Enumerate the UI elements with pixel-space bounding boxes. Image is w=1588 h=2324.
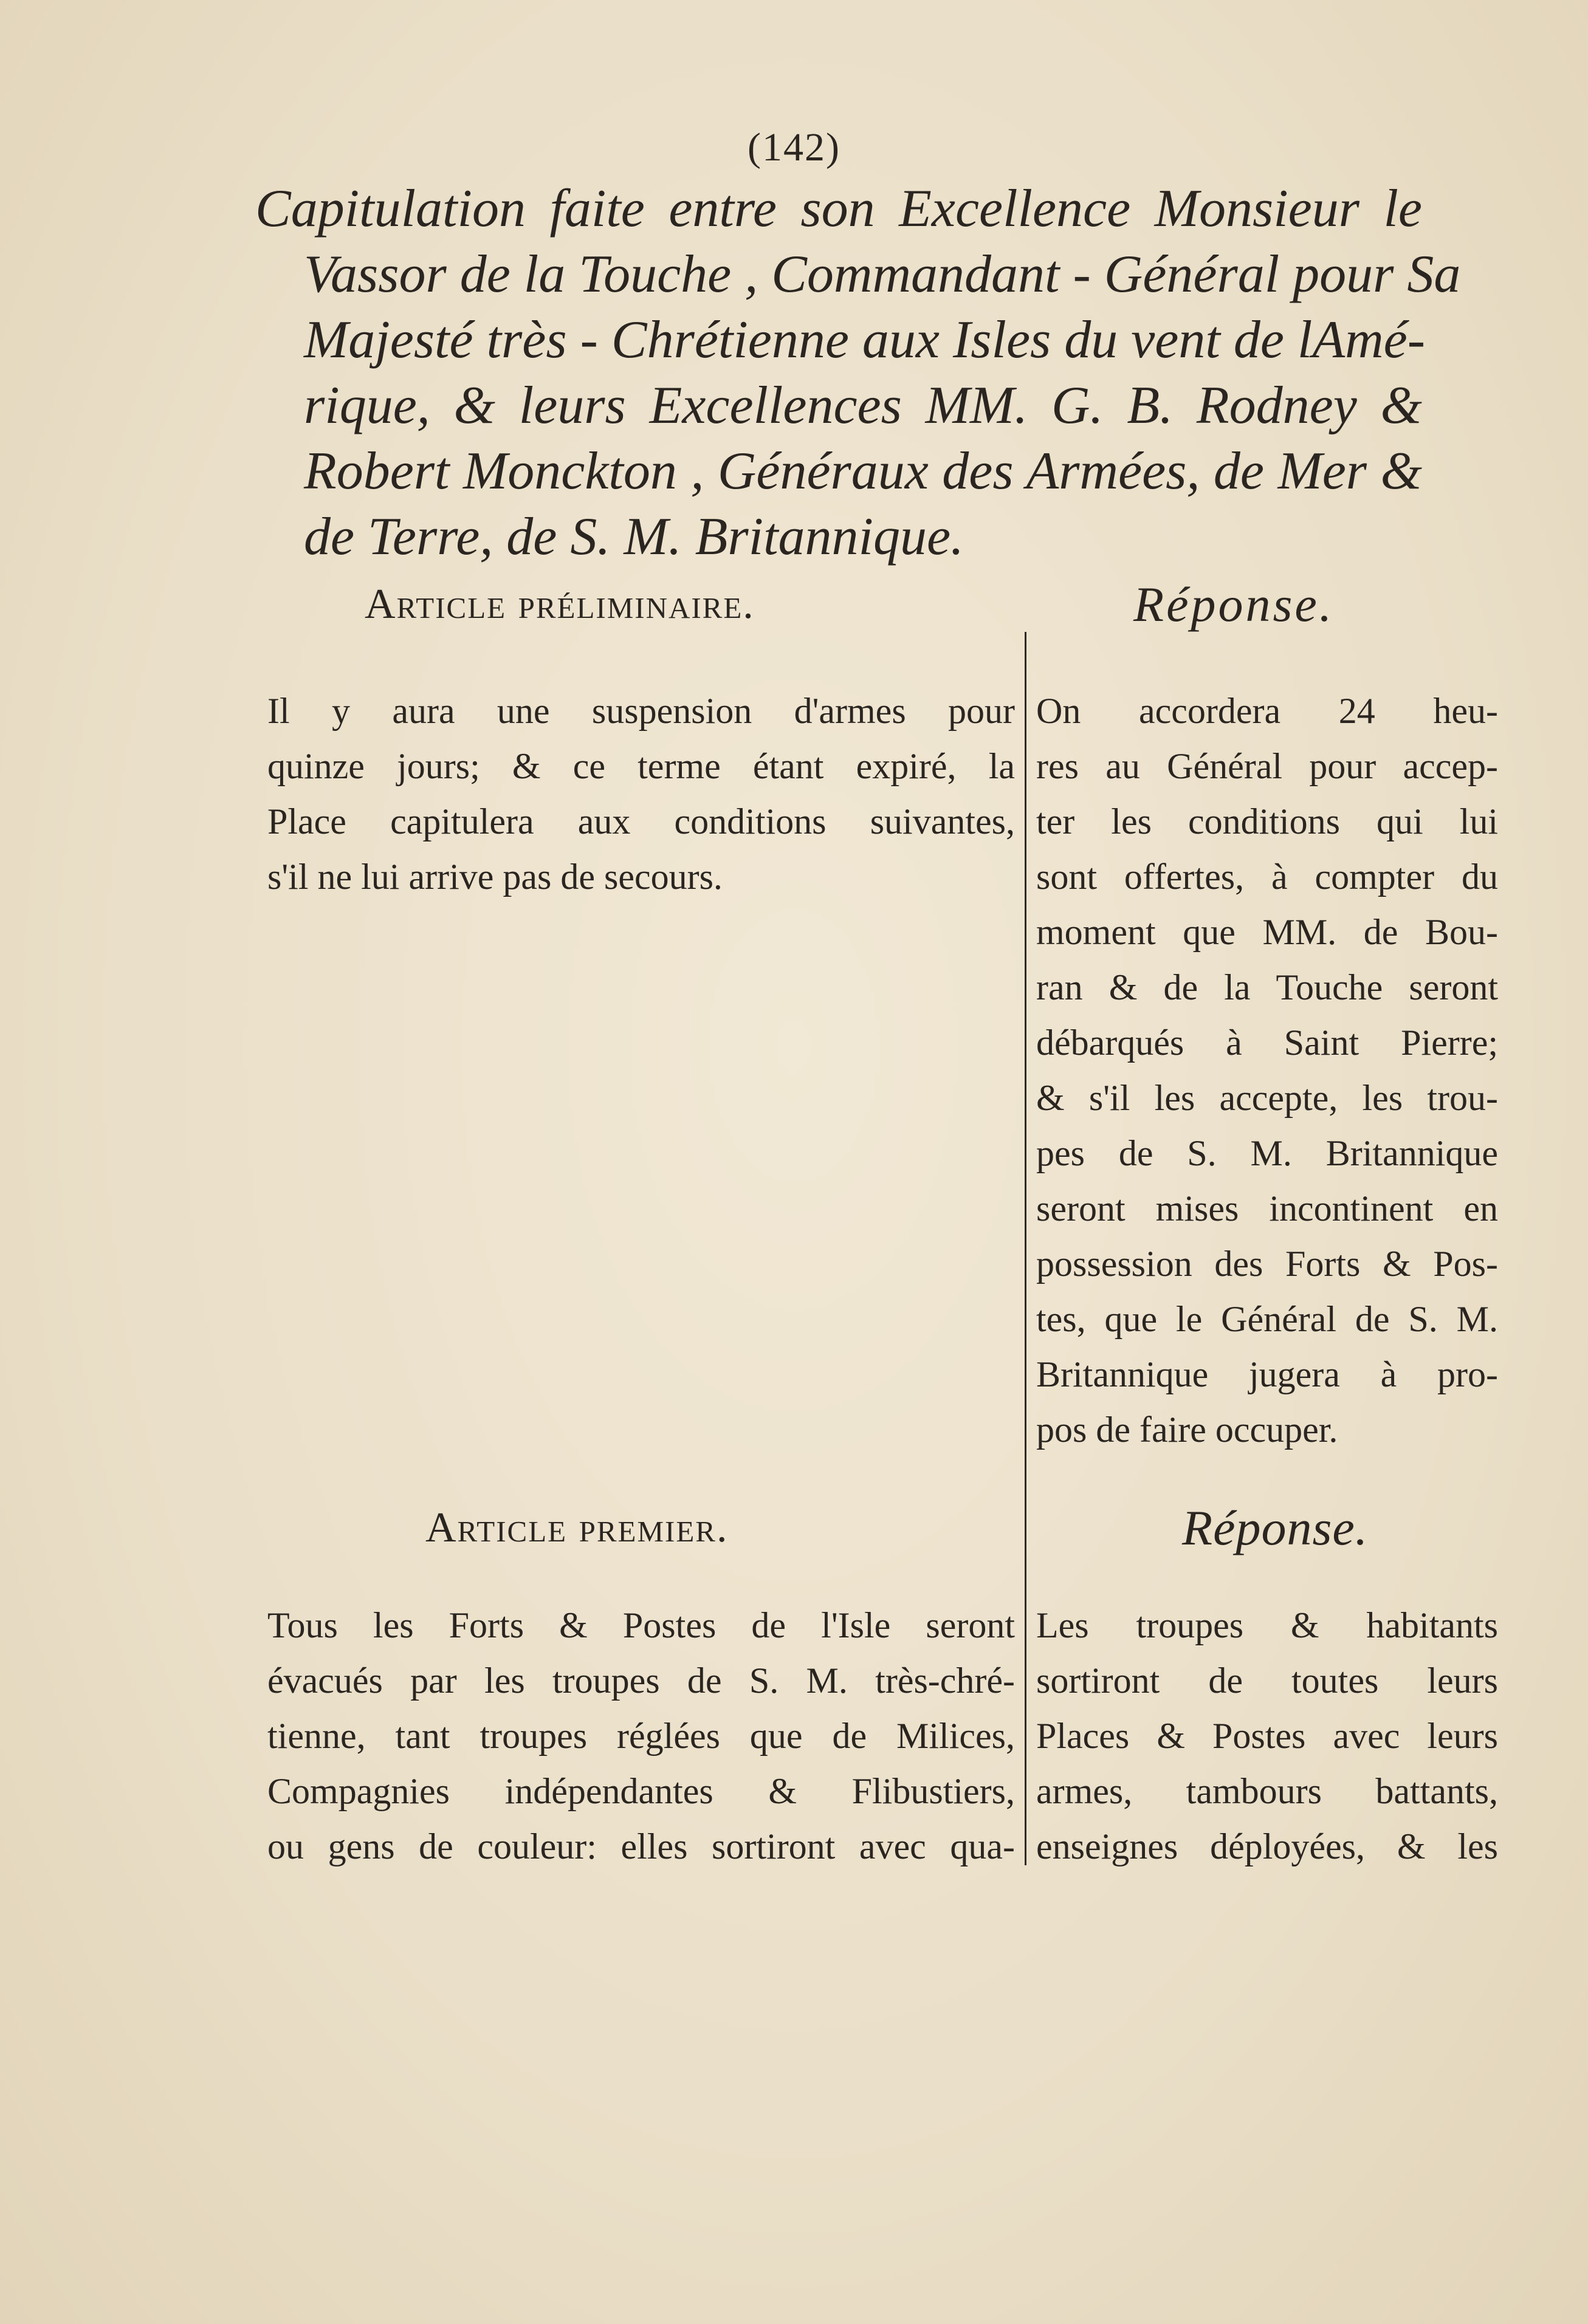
text-line: ter les conditions qui lui [1036, 801, 1498, 842]
text-line: armes, tambours battants, [1036, 1771, 1498, 1811]
text-line: évacués par les troupes de S. M. très-chré- [267, 1661, 1015, 1701]
text-line: enseignes déployées, & les [1036, 1826, 1498, 1866]
text-line: moment que MM. de Bou- [1036, 912, 1498, 952]
text-line: Britannique jugera à pro- [1036, 1354, 1498, 1394]
text-line: Place capitulera aux conditions suivantes, [267, 801, 1015, 842]
text-line: débarqués à Saint Pierre; [1036, 1023, 1498, 1063]
article-preliminaire-text [267, 684, 1015, 905]
title-line: Majesté très - Chrétienne aux Isles du vent de lAmé- [304, 310, 1425, 369]
title-line: Robert Monckton , Généraux des Armées, de Mer & [304, 442, 1422, 501]
text-line: Tous les Forts & Postes de l'Isle seront [267, 1605, 1015, 1645]
title-line: rique, & leurs Excellences MM. G. B. Rodney & [304, 376, 1422, 435]
text-line: quinze jours; & ce terme étant expiré, la [267, 746, 1015, 786]
text-line: tes, que le Général de S. M. [1036, 1299, 1498, 1339]
page-number: (142) [748, 125, 840, 170]
text-line: tienne, tant troupes réglées que de Milices, [267, 1716, 1015, 1756]
text-line: s'il ne lui arrive pas de secours. [267, 857, 723, 897]
article-premier-text [267, 1598, 1015, 1874]
column-divider [1025, 632, 1026, 1865]
text-line: sortiront de toutes leurs [1036, 1661, 1498, 1701]
text-line: pos de faire occuper. [1036, 1410, 1338, 1450]
document-title [255, 176, 1471, 570]
reponse-premier-text [1036, 1598, 1498, 1874]
text-line: Il y aura une suspension d'armes pour [267, 691, 1015, 731]
section-heading-article-preliminaire: Article préliminaire. [365, 581, 755, 628]
text-line: res au Général pour accep- [1036, 746, 1498, 786]
reponse-preliminaire-text [1036, 684, 1498, 1458]
text-line: On accordera 24 heu- [1036, 691, 1498, 731]
title-line: de Terre, de S. M. Britannique. [304, 507, 964, 566]
section-heading-reponse: Réponse. [1133, 577, 1335, 632]
section-heading-reponse: Réponse. [1182, 1500, 1369, 1555]
text-line: sont offertes, à compter du [1036, 857, 1498, 897]
section-heading-article-premier: Article premier. [425, 1504, 729, 1551]
text-line: Places & Postes avec leurs [1036, 1716, 1498, 1756]
title-line: Vassor de la Touche , Commandant - Général pour Sa [304, 245, 1461, 304]
text-line: & s'il les accepte, les trou- [1036, 1078, 1498, 1118]
text-line: Compagnies indépendantes & Flibustiers, [267, 1771, 1015, 1811]
text-line: ran & de la Touche seront [1036, 967, 1498, 1007]
text-line: seront mises incontinent en [1036, 1188, 1498, 1229]
text-line: Les troupes & habitants [1036, 1605, 1498, 1645]
text-line: possession des Forts & Pos- [1036, 1244, 1498, 1284]
text-line: pes de S. M. Britannique [1036, 1133, 1498, 1173]
title-line: Capitulation faite entre son Excellence Monsieur le [255, 179, 1422, 238]
text-line: ou gens de couleur: elles sortiront avec qua- [267, 1826, 1015, 1866]
